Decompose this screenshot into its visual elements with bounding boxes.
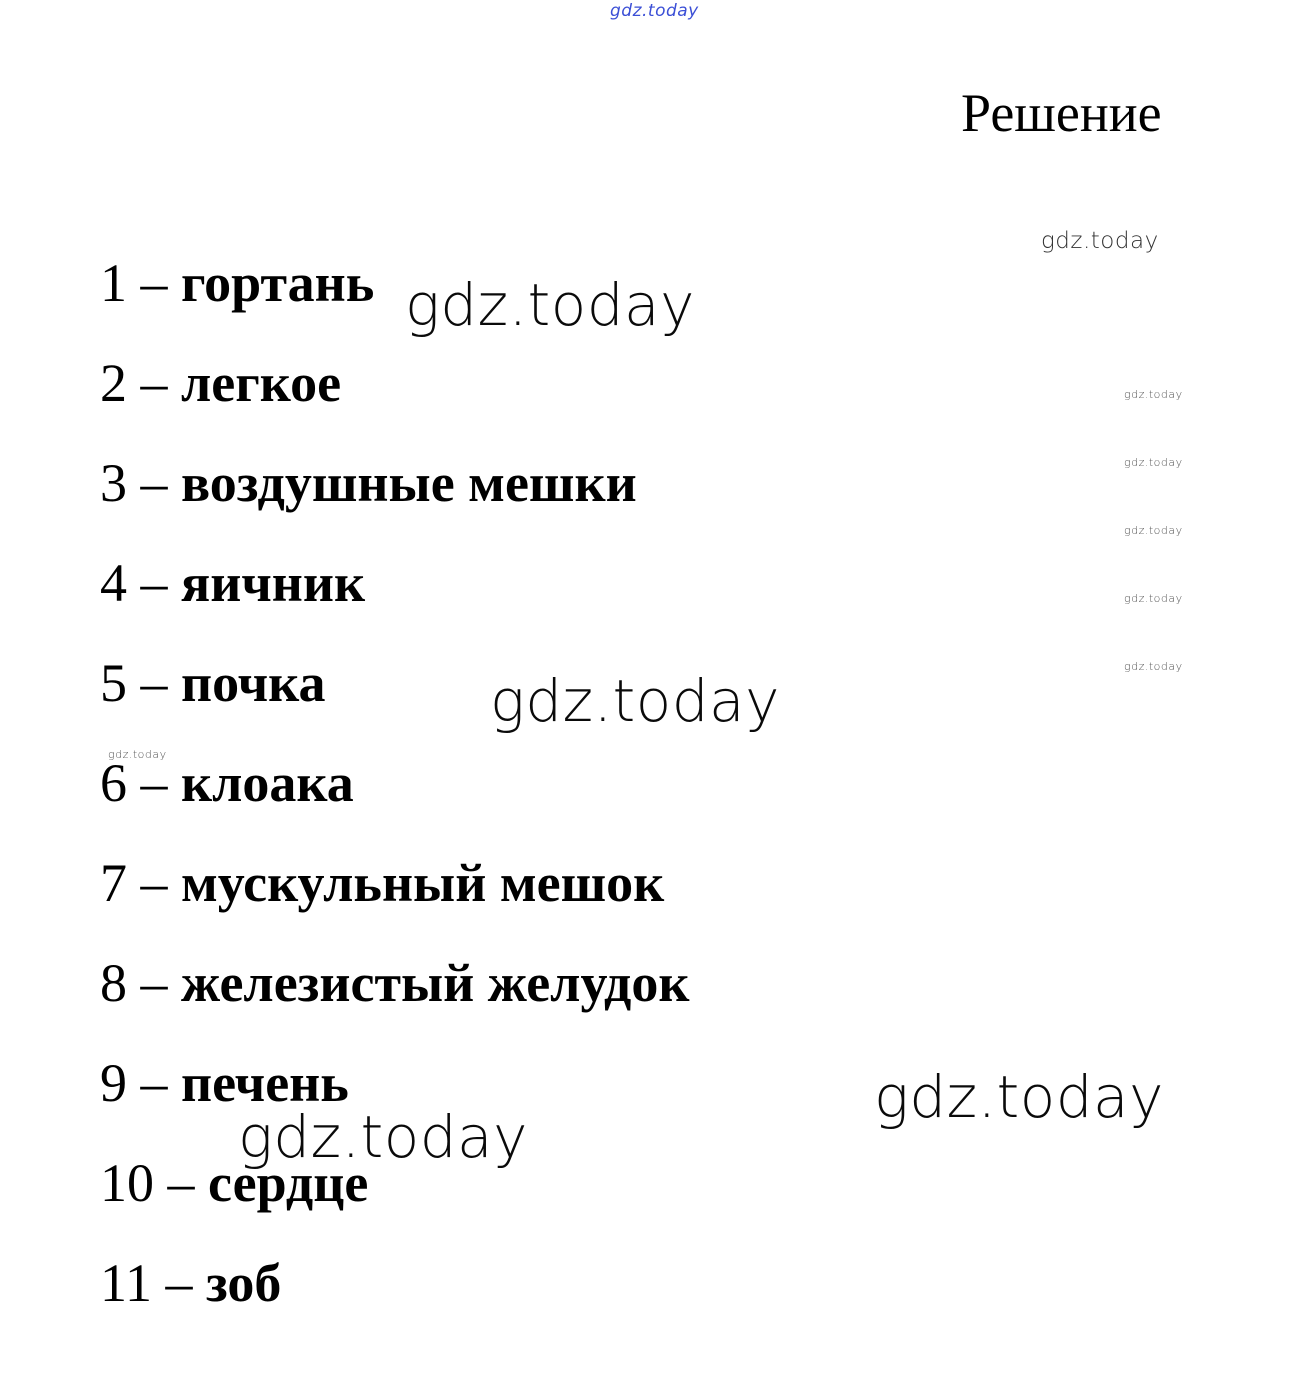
item-term: мускульный мешок — [181, 853, 665, 913]
watermark-tiny-4: gdz.today — [1124, 592, 1183, 605]
item-term: печень — [181, 1053, 349, 1113]
item-dash: – — [165, 1253, 193, 1313]
item-number: 10 — [100, 1153, 154, 1213]
watermark-large-1: gdz.today — [405, 271, 695, 339]
list-item — [100, 853, 665, 913]
item-term: клоака — [181, 753, 354, 813]
item-dash: – — [140, 553, 168, 613]
item-dash: – — [167, 1153, 195, 1213]
item-number: 3 — [100, 453, 127, 513]
item-number: 8 — [100, 953, 127, 1013]
item-term: зоб — [206, 1253, 282, 1313]
list-item — [100, 1253, 282, 1313]
item-term: сердце — [208, 1153, 369, 1213]
list-item — [100, 1053, 349, 1113]
item-dash: – — [140, 853, 168, 913]
item-number: 7 — [100, 853, 127, 913]
item-term: железистый желудок — [181, 953, 690, 1013]
watermark-top: gdz.today — [610, 1, 699, 21]
item-number: 9 — [100, 1053, 127, 1113]
watermark-tiny-6: gdz.today — [108, 748, 167, 761]
watermark-tiny-2: gdz.today — [1124, 456, 1183, 469]
list-item — [100, 953, 690, 1013]
list-item — [100, 353, 342, 413]
list-item — [100, 253, 375, 313]
item-dash: – — [140, 353, 168, 413]
watermark-tiny-3: gdz.today — [1124, 524, 1183, 537]
item-number: 4 — [100, 553, 127, 613]
list-item — [100, 553, 366, 613]
watermark-large-3: gdz.today — [874, 1063, 1164, 1131]
item-term: почка — [181, 653, 326, 713]
item-dash: – — [140, 253, 168, 313]
item-dash: – — [140, 453, 168, 513]
item-number: 2 — [100, 353, 127, 413]
watermark-large-2: gdz.today — [490, 667, 780, 735]
watermark-tiny-5: gdz.today — [1124, 660, 1183, 673]
item-term: гортань — [181, 253, 375, 313]
item-term: яичник — [181, 553, 366, 613]
list-item — [100, 453, 637, 513]
item-number: 11 — [100, 1253, 152, 1313]
watermark-large-4: gdz.today — [238, 1103, 528, 1171]
item-term: воздушные мешки — [181, 453, 637, 513]
item-dash: – — [140, 653, 168, 713]
item-number: 1 — [100, 253, 127, 313]
page-title: Решение — [961, 83, 1162, 143]
item-number: 5 — [100, 653, 127, 713]
item-dash: – — [140, 1053, 168, 1113]
list-item — [100, 653, 326, 713]
item-dash: – — [140, 753, 168, 813]
item-term: легкое — [181, 353, 342, 413]
item-number: 6 — [100, 753, 127, 813]
watermark-tiny-1: gdz.today — [1124, 388, 1183, 401]
item-dash: – — [140, 953, 168, 1013]
watermark-small-header: gdz.today — [1041, 228, 1159, 254]
